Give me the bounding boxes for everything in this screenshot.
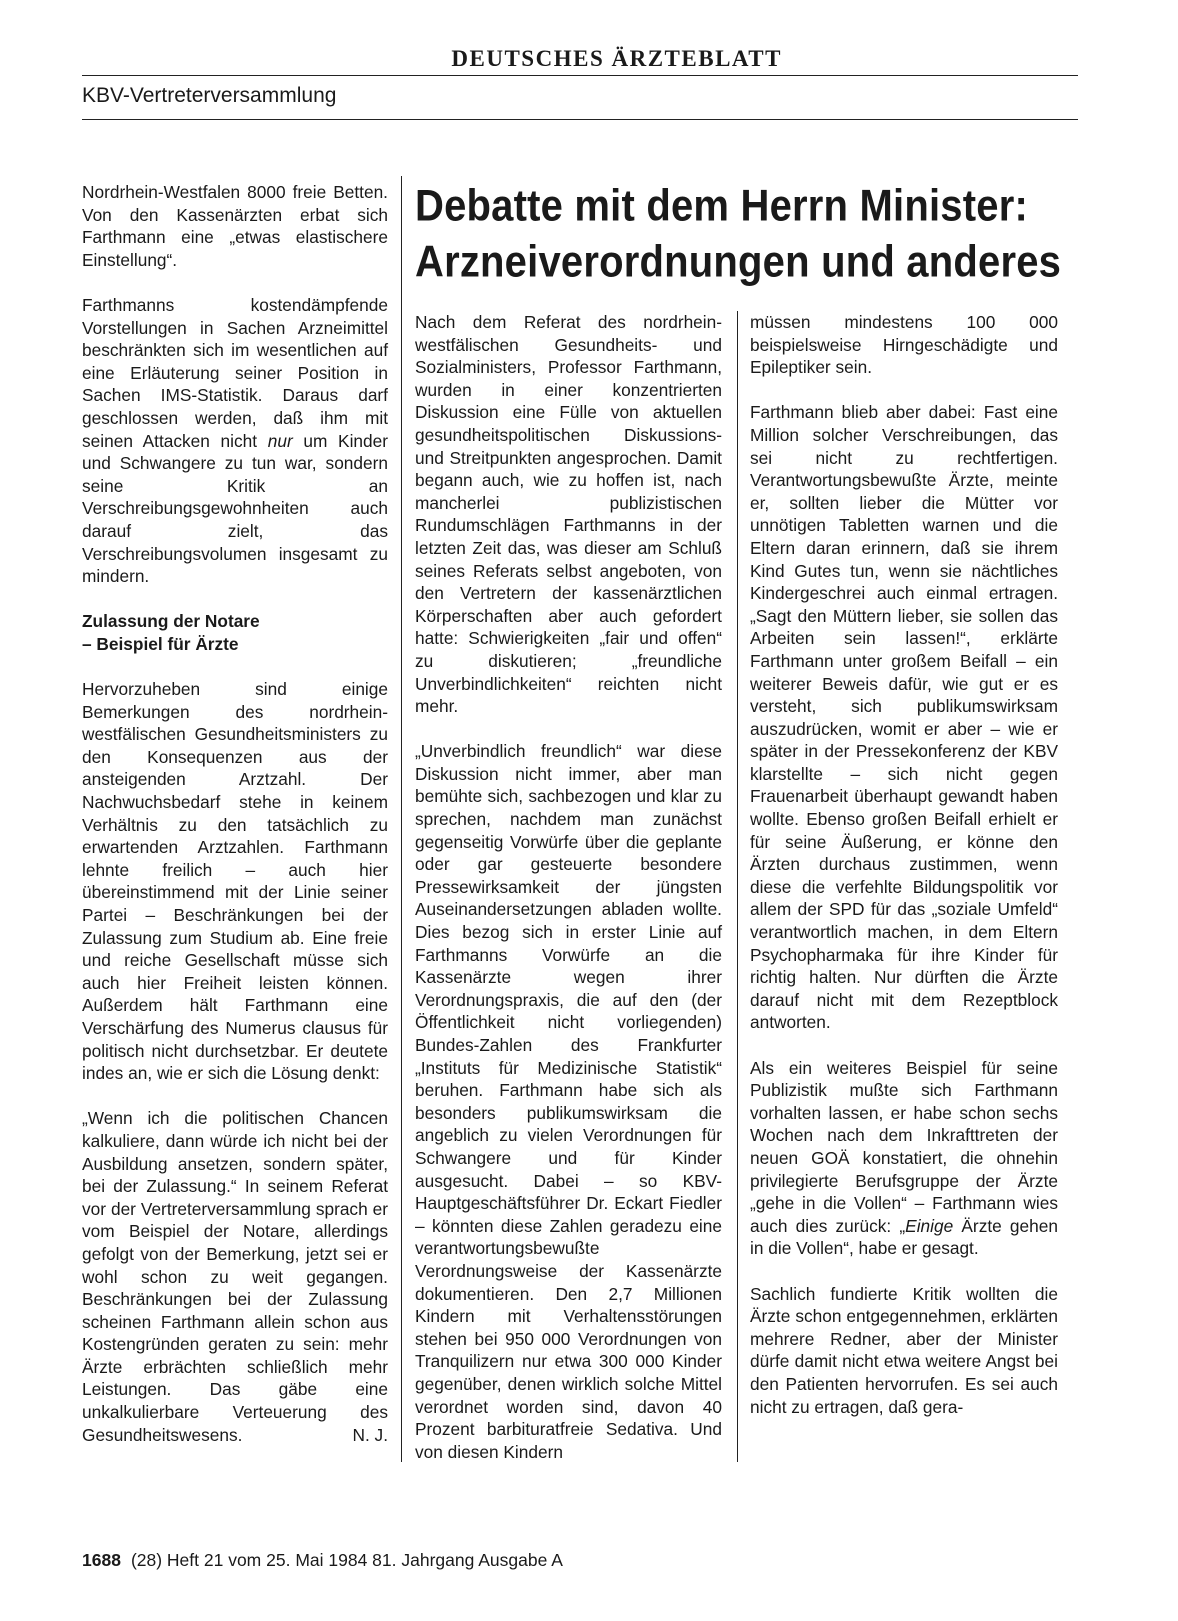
column-divider-right [737,311,738,1462]
left-column [82,181,388,1469]
left-paragraph-4: „Wenn ich die politischen Chancen kalkuliere, dann würde ich nicht bei der Ausbildung ansetzen, sondern später, bei der Zulassung.“ In seinem Referat vor der Vertreterversammlung sprach er vom Beispiel der Notare, allerdings gefolgt von der Bemerkung, jetzt sei er wohl schon zu weit gegangen. Beschränkungen bei der Zulassung scheinen Farthmann allein schon aus Kostengründen geraten zu sein: mehr Ärzte erbrächten schließlich mehr Leistungen. Das gäbe eine unkalkulierbare Verteuerung des Gesundheitswesens. N. J. [82,1108,388,1445]
middle-paragraph-2: „Unverbindlich freundlich“ war diese Diskussion nicht immer, aber man bemühte sich, sachbezogen und klar zu sprechen, nachdem man zunächst gegenseitig Vorwürfe über die geplante oder gar gesteuerte besondere Pressewirksamkeit der jüngsten Auseinandersetzungen abladen wollte. Dies bezog sich in erster Linie auf Farthmanns Vorwürfe an die Kassenärzte wegen ihrer Verordnungspraxis, die auf den (der Öffentlichkeit nicht vorliegenden) Bundes-Zahlen des Frankfurter „Instituts für Medizinische Statistik“ beruhen. Farthmann habe sich als besonders publikumswirksam die angeblich zu vielen Verordnungen für Schwangere und für Kinder ausgesucht. Dabei – so KBV-Hauptgeschäftsführer Dr. Eckart Fiedler – könnten diese Zahlen geradezu eine verantwortungsbewußte Verordnungsweise der Kassenärzte dokumentieren. Den 2,7 Millionen Kindern mit Verhaltensstörungen stehen bei 950 000 Verordnungen von Tranquilizern nur etwa 300 000 Kinder gegenüber, denen wirklich solche Mittel verordnet worden sind, davon 40 Prozent barbituratfreie Sedativa. Und von diesen Kindern [415,741,722,1462]
left-paragraph-2: Farthmanns kostendämpfende Vorstellungen in Sachen Arzneimittel beschränkten sich im wesentlichen auf eine Erläuterung seiner Position in Sachen IMS-Statistik. Daraus darf geschlossen werden, daß ihm mit seinen Attacken nicht nur um Kinder und Schwangere zu tun war, sondern seine Kritik an Verschreibungsgewohnheiten auch darauf zielt, das Verschreibungsvolumen insgesamt zu mindern. [82,294,388,587]
column-divider-left [401,176,402,1462]
subheading: Zulassung der Notare – Beispiel für Ärzte [82,611,260,654]
masthead-rule [82,75,1078,76]
headline-line-2: Arzneiverordnungen und anderes [415,237,1062,287]
left-paragraph-1: Nordrhein-Westfalen 8000 freie Betten. Von den Kassenärzten erbat sich Farthmann eine „etwas elastischere Einstellung“. [82,182,388,270]
left-paragraph-3: Hervorzuheben sind einige Bemerkungen des nordrhein-westfälischen Gesundheitsministers zu den Konsequenzen aus der ansteigenden Arztzahl. Der Nachwuchsbedarf stehe in keinem Verhältnis zu den tatsächlich zu erwartenden Arztzahlen. Farthmann lehnte freilich – auch hier übereinstimmend mit der Linie seiner Partei – Beschränkungen bei der Zulassung zum Studium ab. Eine freie und reiche Gesellschaft müsse sich auch hier Freiheit leisten können. Außerdem hält Farthmann eine Verschärfung des Numerus clausus für politisch nicht durchsetzbar. Er deutete indes an, wie er sich die Lösung denkt: [82,679,388,1084]
author-signature: N. J. [352,1424,388,1445]
headline-line-1: Debatte mit dem Herrn Minister: [415,181,1028,231]
issue-info: (28) Heft 21 vom 25. Mai 1984 81. Jahrgang Ausgabe A [130,1550,563,1570]
emphasis-nur: nur [267,430,293,451]
middle-paragraph-1: Nach dem Referat des nordrhein-westfälischen Gesundheits- und Sozialministers, Professor Farthmann, wurden in einer konzentrierten Diskussion eine Fülle von aktuellen gesundheitspolitischen Diskussions- und Streitpunkten angesprochen. Damit begann auch, wie zu hoffen ist, nach mancherlei publizistischen Rundumschlägen Farthmanns in der letzten Zeit das, was dieser am Schluß seines Referats selbst angeboten, von den Vertretern der kassenärztlichen Körperschaften aber auch gefordert hatte: Schwierigkeiten „fair und offen“ zu diskutieren; „freundliche Unverbindlichkeiten“ reichten nicht mehr. [415,312,722,717]
masthead: DEUTSCHES ÄRZTEBLATT [451,46,782,71]
page-number: 1688 [82,1550,121,1570]
article-headline [415,178,1081,290]
page-footer [82,1550,563,1571]
right-paragraph-2: Farthmann blieb aber dabei: Fast eine Million solcher Verschreibungen, das sei nicht zu rechtfertigen. Verantwortungsbewußte Ärzte, meinte er, sollten lieber die Mütter vor unnötigen Tabletten warnen und die Eltern daran erinnern, daß sie ihrem Kind Gutes tun, wenn sie nächtliches Kindergeschrei auch einmal ertragen. „Sagt den Müttern lieber, sie sollen das Arbeiten sein lassen!“, erklärte Farthmann unter großem Beifall – ein weiterer Beweis dafür, wie gut er es versteht, sich publikumswirksam auszudrücken, womit er aber – wie er später in der Pressekonferenz der KBV klarstellte – sich nicht gegen Frauenarbeit überhaupt gewandt haben wollte. Ebenso großen Beifall erhielt er für seine Äußerung, er könne den Ärzten durchaus zustimmen, wenn diese die verfehlte Bildungspolitik vor allem der SPD für das „soziale Umfeld“ verantwortlich machen, in dem Eltern Psychopharmaka für ihre Kinder für richtig halten. Nur dürften die Ärzte darauf nicht mit dem Rezeptblock antworten. [750,402,1058,1033]
right-paragraph-4: Sachlich fundierte Kritik wollten die Ärzte schon entgegennehmen, erklärten mehrere Redner, aber der Minister dürfe damit nicht etwa weitere Angst bei den Patienten hervorrufen. Es sei auch nicht zu ertragen, daß gera- [750,1283,1058,1417]
header-rule [82,119,1078,120]
emphasis-einige: Einige [905,1215,954,1236]
right-paragraph-3: Als ein weiteres Beispiel für seine Publizistik mußte sich Farthmann vorhalten lassen, er habe schon sechs Wochen nach dem Inkrafttreten der neuen GOÄ konstatiert, die ohnehin privilegierte Berufsgruppe der Ärzte „gehe in die Vollen“ – Farthmann wies auch dies zurück: „Einige Ärzte gehen in die Vollen“, habe er gesagt. [750,1057,1058,1259]
middle-column [415,311,722,1486]
section-label: KBV-Vertreterversammlung [82,84,337,107]
right-paragraph-1: müssen mindestens 100 000 beispielsweise Hirngeschädigte und Epileptiker sein. [750,312,1058,378]
right-column [750,311,1058,1441]
